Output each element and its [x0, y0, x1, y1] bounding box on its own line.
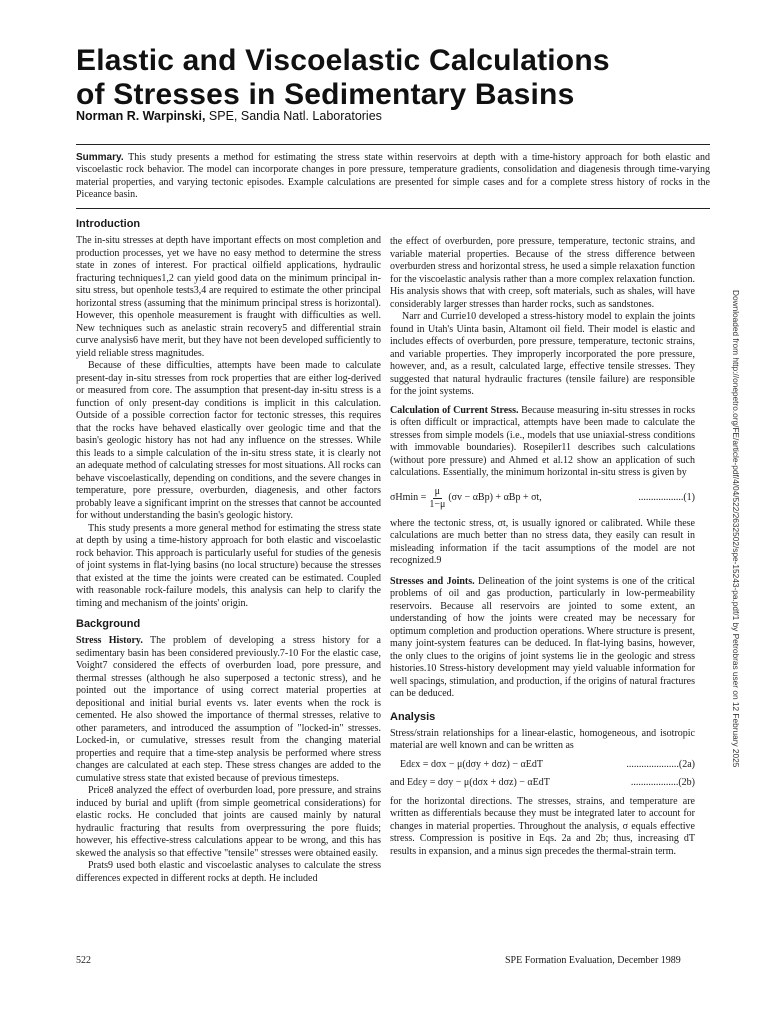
equation-1-rhs: (σv − αBp) + αBp + σt, [448, 492, 542, 504]
equation-1-denominator: 1−μ [429, 499, 446, 510]
stress-history-label: Stress History. [76, 635, 143, 646]
intro-paragraph-3: This study presents a more general method for estimating the stress state at depth by using a time-history approach for both elastic and viscoelastic rock behavior. This approach is particularly useful for studies of the genesis of joint systems in flat-lying basins (no local structure) because the stresses that existed at the time the joints were created can be estimated. Coupled with reasonable rock-failure models, this analysis can help to clarify the timing and mechanism of the joints' origin. [76, 522, 381, 609]
calc-current-stress-paragraph [390, 405, 695, 480]
title-line-2: of Stresses in Sedimentary Basins [76, 78, 575, 111]
introduction-heading: Introduction [76, 218, 141, 230]
stress-history-text: The problem of developing a stress history for a sedimentary basin has been considered previously.7-10 For the elastic case, Voight7 considered the effects of overburden load, pore pressure, and thermal stresses (although he also superposed a tectonic stress), and he pointed out the importance of using correct material properties at depositional and initial burial events vs. later events when the rock is cemented. He also showed the importance of thermal stresses, relative to other parameters, and introduced the assumption of "locked-in" stresses. Locked-in, or cumulative, stresses result from the changing material properties and require that a time-step analysis be performed where stress changes are calculated at each step. These stress changes are added to the cumulative stress state that existed because of previous timesteps. [76, 635, 381, 784]
right-column [390, 236, 695, 858]
background-paragraph-3: Prats9 used both elastic and viscoelastic analyses to calculate the stress differences expected in different rocks at depth. He included [76, 860, 381, 884]
calc-current-stress-text: Because measuring in-situ stresses in rocks is often difficult or impractical, attempts have been made to calculate the stresses from simple models (i.e., models that use uniaxial-stress conditions with immovable boundaries). Rosepiler11 describes such calculations (without pore pressure) and Ahmed et al.12 show an application of such calculations. Essentially, the minimum horizontal in-situ stress is given by [390, 404, 695, 478]
calc-current-stress-label: Calculation of Current Stress. [390, 404, 519, 416]
summary-bottom-rule [76, 208, 710, 209]
stresses-joints-label: Stresses and Joints. [390, 575, 475, 587]
paper-title [76, 44, 716, 112]
intro-paragraph-2: Because of these difficulties, attempts have been made to calculate present-day in-situ stresses from rock properties that are either log-derived or measured from core. The assumption that present-day in-situ stress is a function of only present-day conditions is implicit in this calculation. Outside of a possible correction factor for tectonic stresses, this requires that the rocks have behaved elastically over geologic time and that the basin's geologic history has not had any influence on the stresses. While this leads to a simple calculation of the in-situ stress state, it is clearly not an adequate method of calculating stresses for most situations. All rocks can behave viscoelastically, depending on conditions, and the severe changes in temperature, pore pressure, overburden, diagenesis, and other factors probably leave a significant imprint on the stresses that cannot be accounted for without understanding the basin's geologic history. [76, 360, 381, 521]
analysis-heading: Analysis [390, 710, 436, 723]
equation-1-number: ..................(1) [638, 492, 695, 504]
analysis-paragraph-1: Stress/strain relationships for a linear-elastic, homogeneous, and isotropic material are well known and can be written as [390, 727, 695, 751]
equation-2b-body: and Edεy = dσy − μ(dσx + dσz) − αEdT [390, 777, 550, 788]
equation-2a-number: .....................(2a) [626, 758, 695, 770]
summary-text: This study presents a method for estimating the stress state within reservoirs at depth with a time-history approach for both elastic and viscoelastic rock behavior. The model can incorporate changes in pore pressure, temperature gradients, consolidation and diagenesis through time-varying material properties, and varying tectonic episodes. Example calculations are presented for simple cases and for a complete stress history of rocks in the Piceance basin. [76, 152, 710, 200]
stresses-joints-text: Delineation of the joint systems is one of the critical problems of oil and gas production, particularly in low-permeability reservoirs. Because all reservoirs are jointed to some extent, an understanding of how the joints were created may be necessary for optimum completion and production operations. Where structure is present, many joint-system features can be deduced. In flat-lying basins, however, the only clues to the origins of joint systems lie in the geologic and stress histories.10 Stress-history development may yield valuable information for well spacings, stimulation, and production, if the origins of natural fractures can be deduced. [390, 575, 695, 699]
title-line-1: Elastic and Viscoelastic Calculations [76, 44, 610, 77]
summary-top-rule [76, 144, 710, 145]
summary-label: Summary. [76, 152, 124, 163]
equation-2a-body: Edεx = dσx − μ(dσy + dσz) − αEdT [400, 758, 543, 770]
right-paragraph-1: the effect of overburden, pore pressure, temperature, tectonic strains, and variable material properties. Because of the stress difference between overburden stress and horizontal stress, he used a simple relaxation function for the viscoelastic analysis rather than a more complex relaxation function. His analysis shows that with creep, soft materials, such as shales, will have considerably larger stresses than harder rocks, such as sandstones. [390, 236, 695, 310]
analysis-paragraph-2: for the horizontal directions. The stresses, strains, and temperature are written as differentials because they must be integrated later to account for changes in material properties. Throughout the analysis, σ equals effective stress. Compression is positive in Eqs. 2a and 2b; thus, increasing dT results in expansion, and a minus sign precedes the thermal-strain term. [390, 795, 695, 857]
equation-2b-number: ...................(2b) [630, 777, 695, 788]
equation-2a [390, 759, 695, 772]
background-heading: Background [76, 618, 141, 630]
equation-1-numerator: μ [433, 486, 442, 500]
equation-1 [390, 486, 695, 512]
author-line [76, 109, 716, 123]
download-watermark [731, 290, 741, 990]
right-paragraph-4: where the tectonic stress, σt, is usually ignored or calibrated. While these calculations are much better than no stress data, they easily can result in misleading information if the tacit assumptions of the model are not recognized.9 [390, 517, 695, 566]
stress-history-paragraph [76, 635, 381, 785]
author-affiliation: SPE, Sandia Natl. Laboratories [205, 109, 382, 123]
right-paragraph-2: Narr and Currie10 developed a stress-history model to explain the joints found in Utah's Uinta basin, Altamont oil field. Their model is elastic and includes effects of overburden, pore pressure, temperature, tectonic strains, and variable properties. They improperly incorporated the pore pressure, however, and, as a result, calculated large, effective tensile stresses. They suggested that natural hydraulic fractures (tensile failure) are responsible for the joint systems. [390, 311, 695, 397]
intro-paragraph-1: The in-situ stresses at depth have important effects on most completion and production processes, yet we have no easy method to determine the stress state in zones of interest. For practical oilfield applications, hydraulic fracturing techniques1,2 can yield good data on the minimum principal in-situ stress, but openhole tests3,4 are required to estimate the other principal horizontal stress (assuming that the minimum principal stress is horizontal). However, this openhole measurement is fraught with difficulties as well. New techniques such as anelastic strain recovery5 and differential strain curve analysis6 have merit, but they have not been developed sufficiently to yield reliable stress magnitudes. [76, 235, 381, 359]
left-column [76, 218, 381, 885]
equation-1-fraction [429, 486, 445, 512]
summary-block [76, 152, 710, 201]
equation-1-lhs: σHmin = [390, 492, 427, 504]
download-watermark-text: Downloaded from http://onepetro.org/FE/article-pdf/4/04/522/2632502/spe-15243-pa.pdf/1 by Petrobras user on 12 February 2025 [731, 290, 741, 768]
equation-2b [390, 777, 695, 790]
page-number: 522 [76, 955, 91, 966]
author-name: Norman R. Warpinski, [76, 109, 206, 123]
journal-citation: SPE Formation Evaluation, December 1989 [505, 955, 681, 966]
equation-1-body [390, 486, 542, 512]
background-paragraph-2: Price8 analyzed the effect of overburden load, pore pressure, and strains induced by burial and uplift (from simple geometrical considerations) for elastic rocks. He concluded that joints are caused mainly by natural hydraulic fracturing that results from overpressuring the pore fluids; however, his effective-stress calculations appear to be wrong, and this has skewed the analysis so that effective "tensile" stresses were obtained easily. [76, 785, 381, 859]
stresses-joints-paragraph [390, 576, 695, 701]
